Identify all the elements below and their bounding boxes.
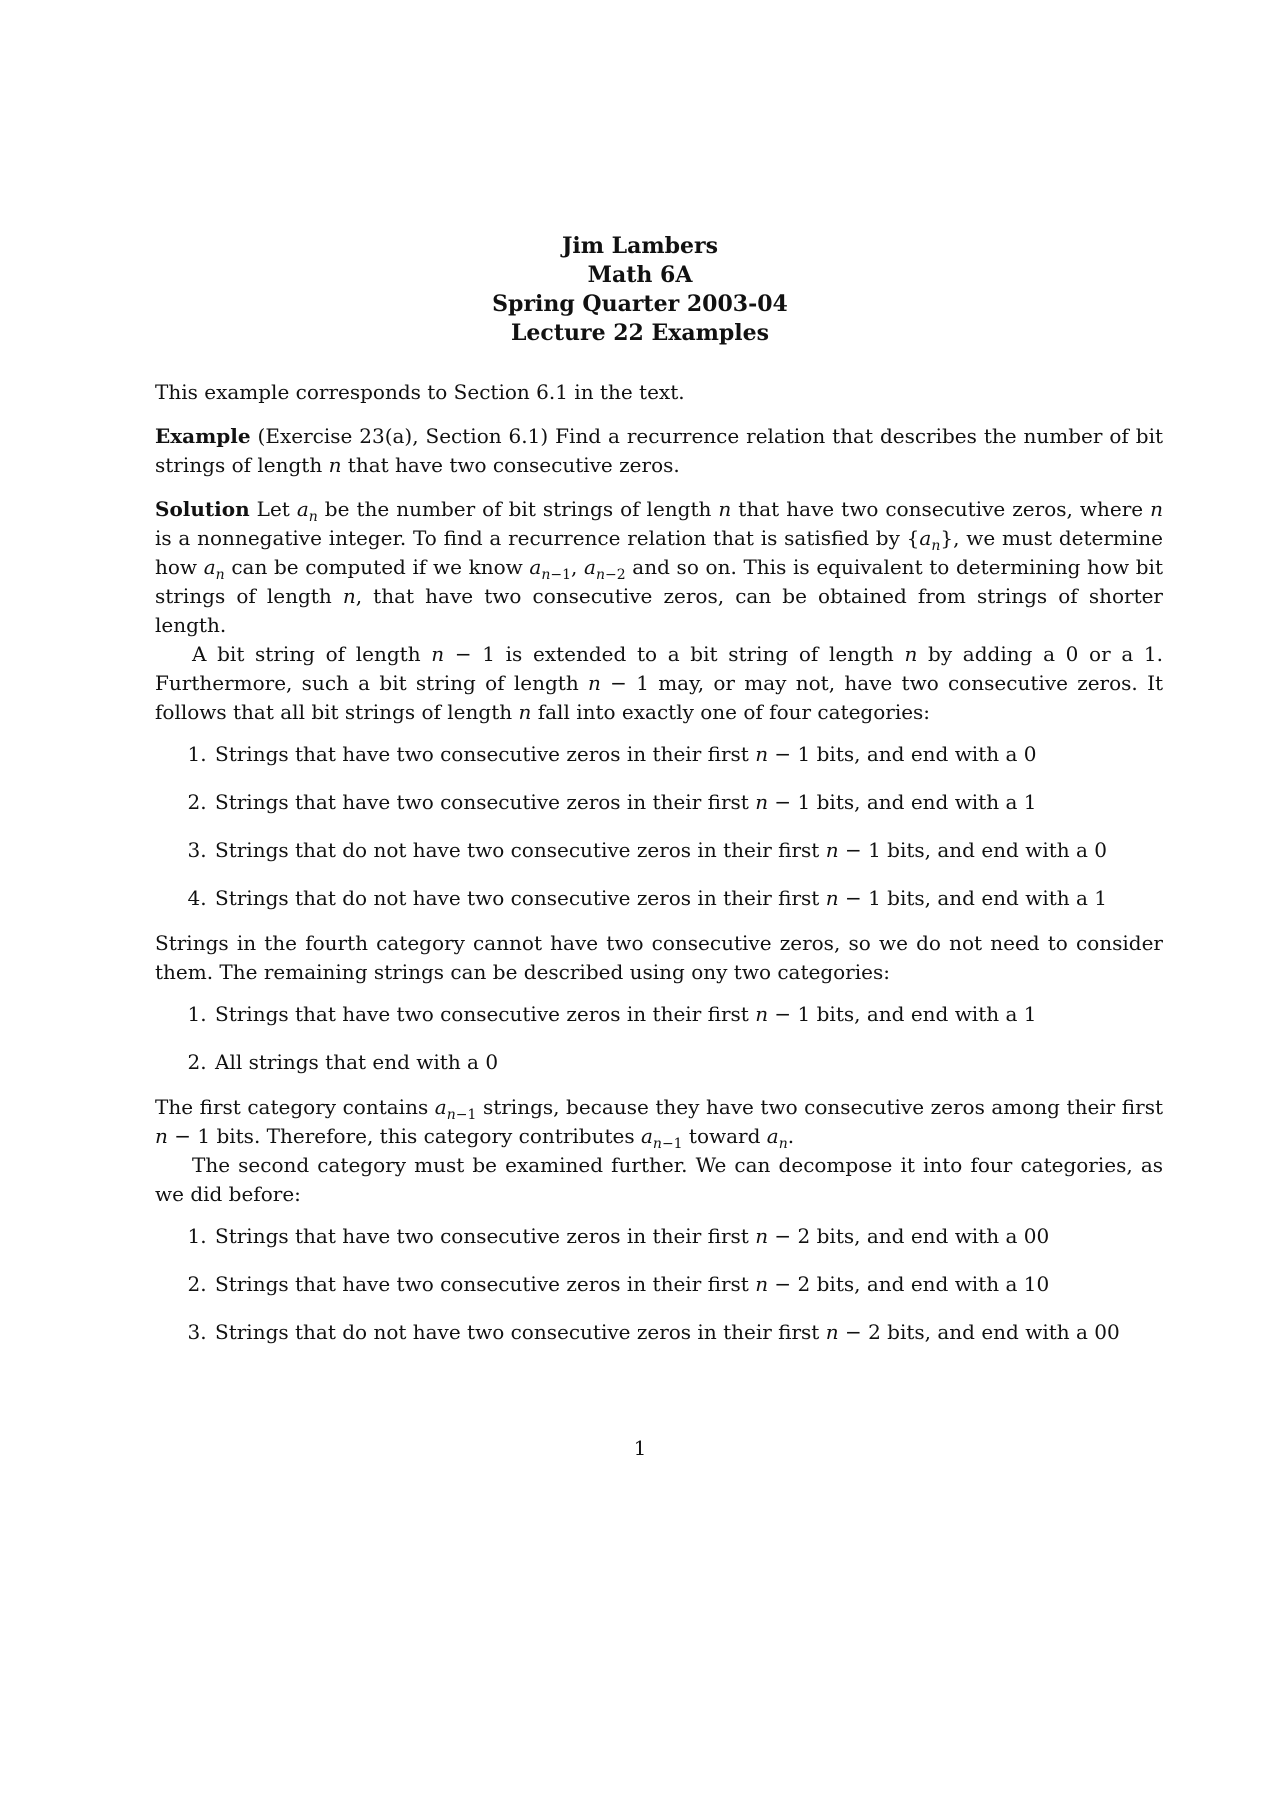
intro-paragraph: This example corresponds to Section 6.1 in the text. [155,380,685,404]
solution-paragraph [155,495,1163,640]
list-item: 1. Strings that have two consecutive zeros in their first n − 2 bits, and end with a 00 [213,1222,1163,1251]
example-paragraph [155,422,1163,480]
course-name: Math 6A [587,262,693,288]
list-item: 2. Strings that have two consecutive zeros in their first n − 2 bits, and end with a 10 [213,1270,1163,1299]
list-item: 3. Strings that do not have two consecutive zeros in their first n − 1 bits, and end with a 0 [213,836,1163,865]
document-body [155,378,1163,1363]
list-item: 2. Strings that have two consecutive zeros in their first n − 1 bits, and end with a 1 [213,788,1163,817]
list-item: 1. Strings that have two consecutive zeros in their first n − 1 bits, and end with a 1 [213,1000,1163,1029]
solution-paragraph-2: A bit string of length n − 1 is extended to a bit string of length n by adding a 0 or a 1. Furthermore, such a bit string of length n − 1 may, or may not, have two consecutive zeros. It follows that all bit strings of length n fall into exactly one of four categories: [155,642,1164,724]
list-item: 4. Strings that do not have two consecutive zeros in their first n − 1 bits, and end with a 1 [213,884,1163,913]
category-list-3 [155,1222,1163,1347]
example-text: (Exercise 23(a), Section 6.1) Find a recurrence relation that describes the number of bit strings of length n that have two consecutive zeros. [155,424,1164,477]
document-header [0,232,1280,348]
category-list-2 [155,1000,1163,1077]
list-item: 3. Strings that do not have two consecutive zeros in their first n − 2 bits, and end with a 00 [213,1318,1163,1347]
list-item: 1. Strings that have two consecutive zeros in their first n − 1 bits, and end with a 0 [213,740,1163,769]
example-label: Example [155,424,251,448]
solution-text: Let $a_n$ be the number of bit strings of length n that have two consecutive zeros, where n is a nonnegative integer. To find a recurrence relation that is satisfied by $\{a_n\}$, we must determine how $a_n$ can be computed if we know $a_{n-1}$, $a_{n-2}$ and so on. This is equivalent to determining how bit strings of length n, that have two consecutive zeros, can be obtained from strings of shorter length. [155,497,1164,637]
paragraph-second-category: The second category must be examined further. We can decompose it into four categories, as we did before: [155,1153,1163,1206]
term-name: Spring Quarter 2003-04 [492,291,788,317]
author-name: Jim Lambers [561,233,719,259]
solution-label: Solution [155,497,250,521]
document-title: Lecture 22 Examples [510,320,770,346]
paragraph-after-list-1: Strings in the fourth category cannot have two consecutive zeros, so we do not need to consider them. The remaining strings can be described using ony two categories: [155,931,1163,984]
paragraph-after-list-2: The first category contains $a_{n-1}$ strings, because they have two consecutive zeros among their first n − 1 bits. Therefore, this category contributes $a_{n-1}$ toward $a_n$. [155,1095,1163,1152]
list-item: 2. All strings that end with a 0 [213,1048,1163,1077]
category-list-1 [155,740,1163,913]
page-number: 1 [633,1436,647,1460]
